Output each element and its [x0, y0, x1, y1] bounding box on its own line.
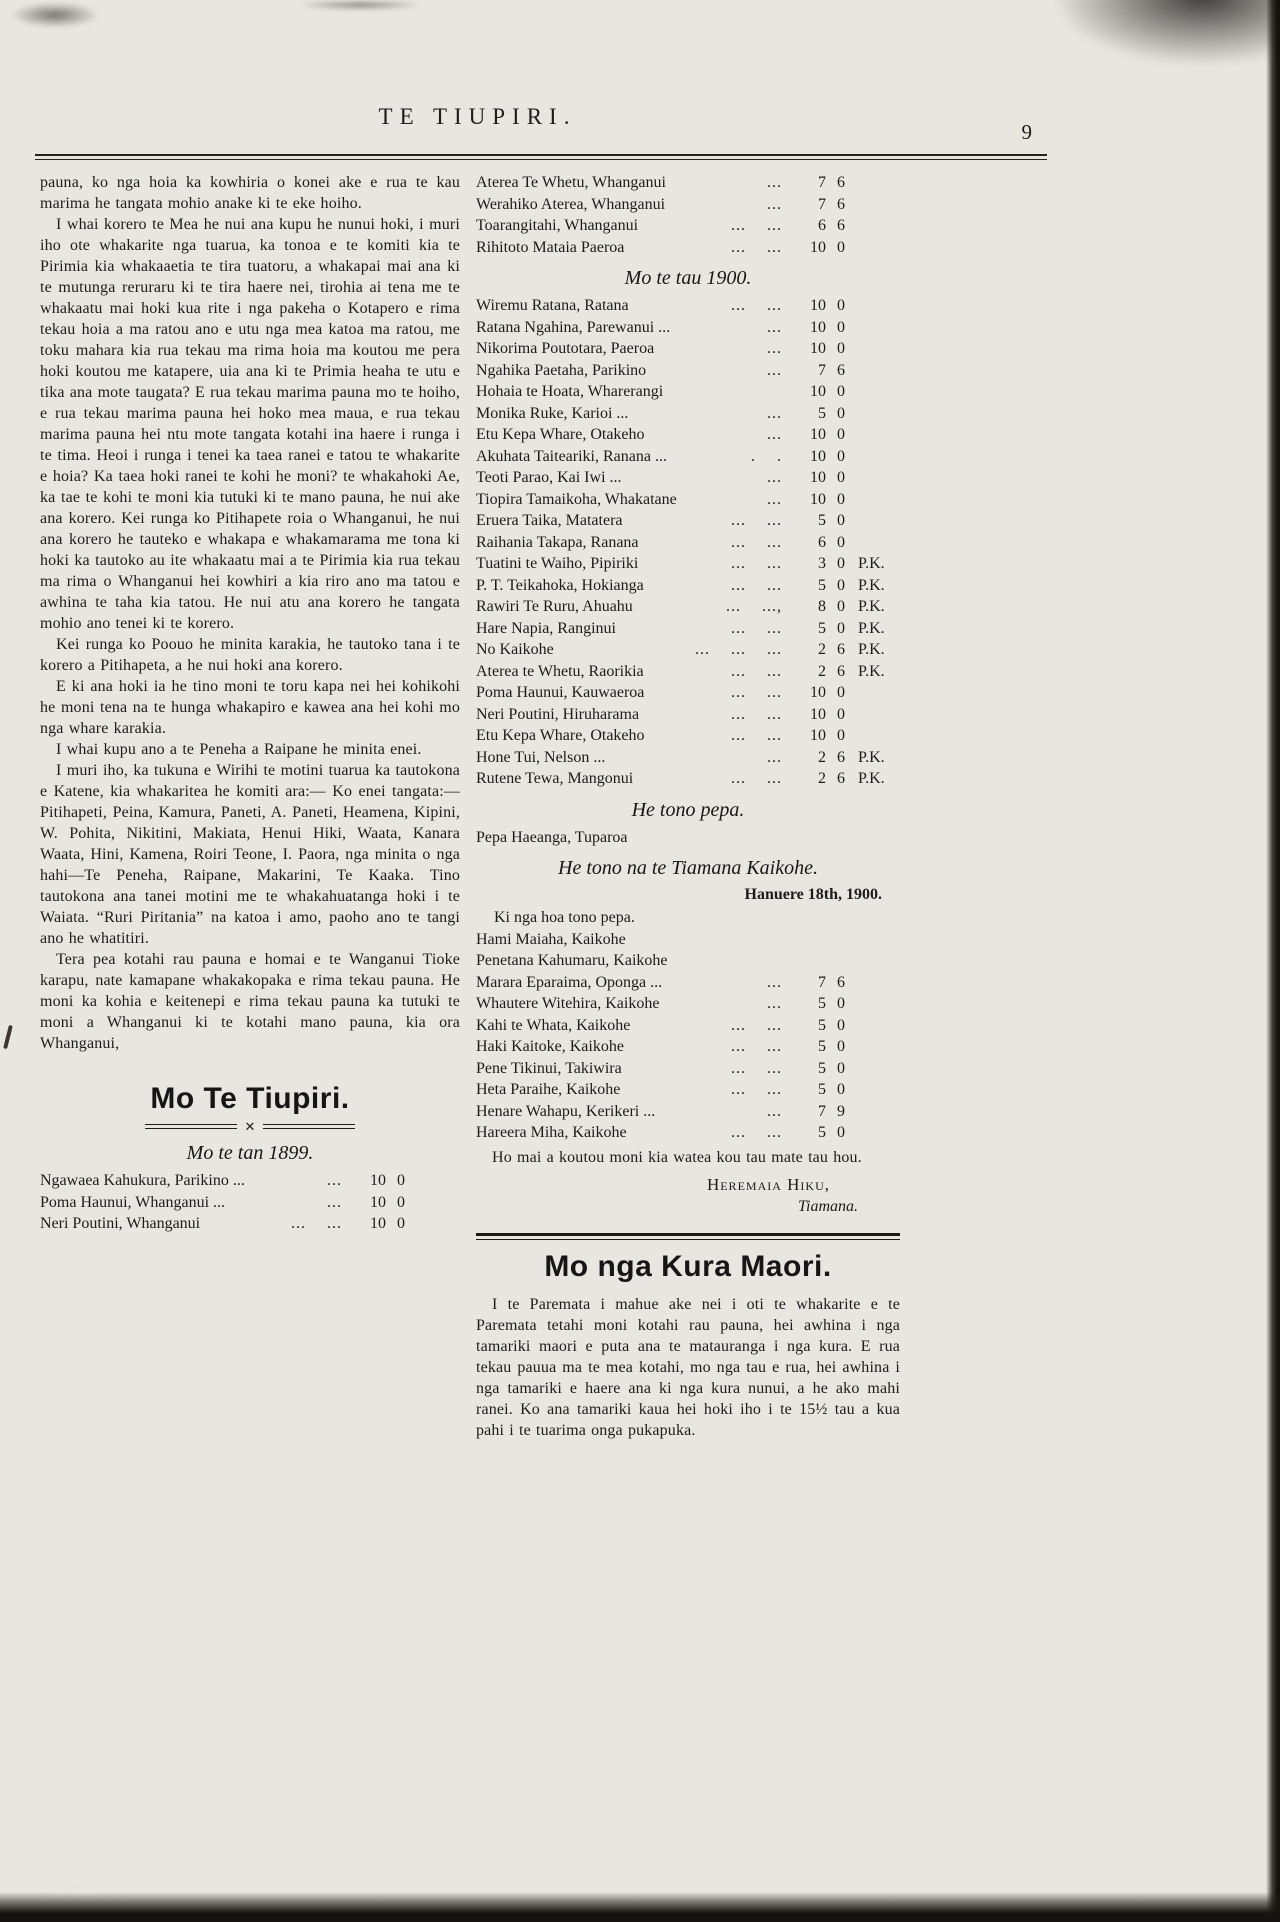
amount-shillings: 6 [818, 533, 826, 551]
amount-shillings: 10 [810, 727, 826, 744]
leader-dots: ... [767, 426, 782, 443]
subscriber-name: Ngawaea Kahukura, Parikino ... [40, 1172, 245, 1189]
subscriber-name: Poma Haunui, Whanganui ... [40, 1193, 226, 1211]
amount-shillings: 3 [818, 555, 826, 572]
closing-note: Ho mai a koutou moni kia watea kou tau mate tau hou. [492, 1148, 862, 1166]
subscriber-name: Toarangitahi, Whanganui [476, 217, 639, 234]
subscription-row [476, 618, 900, 640]
amount-pence: 0 [837, 684, 845, 701]
subscription-row [40, 1213, 460, 1235]
amount-shillings: 5 [818, 995, 826, 1012]
amount-pence: 0 [837, 297, 845, 314]
leader-dots: ... ... [291, 1215, 342, 1232]
amount-shillings: 5 [818, 1016, 826, 1034]
subscriber-name: Rutene Tewa, Mangonui [476, 770, 634, 787]
page-number: 9 [1021, 120, 1032, 144]
subscriber-name: Ngahika Paetaha, Parikino [476, 361, 647, 379]
subscriber-name: Henare Wahapu, Kerikeri ... [476, 1102, 656, 1120]
amount-pence: 0 [837, 995, 845, 1012]
subscription-row [476, 575, 900, 597]
amount-pence: 6 [837, 748, 845, 766]
subscription-row [476, 424, 900, 446]
amount-pence: 6 [837, 361, 845, 379]
subscription-row [476, 747, 900, 769]
subscription-row [476, 553, 900, 575]
amount-pence: 0 [837, 555, 845, 572]
subscription-row [476, 338, 900, 360]
subscription-row [476, 194, 900, 216]
subscription-row [40, 1170, 460, 1192]
amount-shillings: 5 [818, 512, 826, 529]
leader-dots: ... [767, 361, 782, 379]
amount-suffix: P.K. [858, 576, 885, 594]
leader-dots: ... [327, 1172, 342, 1189]
subheading-he-tono-na-te-tiamana: He tono na te Tiamana Kaikohe. [558, 857, 818, 879]
leader-dots: ... [767, 1102, 782, 1120]
amount-shillings: 7 [818, 174, 826, 191]
article-body [40, 172, 460, 1054]
paragraph: I muri iho, ka tukuna e Wirihi te motini tuarua ka tautokona e Katene, kia whakaritea he komiti ara:— Ko enei tangata:—Pitihapeti, Peina, Kamura, Paneti, A. Paneti, Heamena, Kipini, W. Pohita, Nikitini, Makiata, Henui Hiki, Waata, Kanara Waata, Hini, Kamena, Roiri Teone, I. Paora, nga minita o nga hahi—Te Peneha, Raipane, Makarini, Te Kaaka. Tino tautokona ana tanei motini me te whakahuatanga hoki i te Waiata. “Ruri Piritania” na katoa i amo, paoho ano te tangi ano he whatitiri. [40, 762, 460, 947]
subscription-row [476, 1122, 900, 1144]
leader-dots: ... ... [731, 555, 782, 572]
leader-dots: ... ... [731, 576, 782, 594]
subscription-row [476, 360, 900, 382]
subscription-row [476, 467, 900, 489]
subscription-row [476, 661, 900, 683]
amount-shillings: 5 [818, 1081, 826, 1098]
amount-shillings: 7 [818, 361, 826, 379]
subscriber-name: Ratana Ngahina, Parewanui ... [476, 318, 671, 336]
subheading-mo-te-tau-1899: Mo te tan 1899. [186, 1142, 314, 1164]
subscription-row [476, 172, 900, 194]
amount-pence: 0 [837, 1059, 845, 1077]
subscriber-name: Raihania Takapa, Ranana [476, 533, 639, 551]
amount-shillings: 2 [818, 662, 826, 680]
subscriber-name: Wiremu Ratana, Ratana [476, 297, 629, 314]
leader-dots: ... ... [731, 1081, 782, 1098]
subscription-row [476, 725, 900, 747]
subscription-row [476, 1079, 900, 1101]
right-column [476, 172, 900, 1441]
leader-dots: ... ... [731, 770, 782, 787]
signature-name: Heremaia Hiku, [706, 1174, 830, 1194]
amount-shillings: 6 [818, 217, 826, 234]
kura-paragraph: I te Paremata i mahue ake nei i oti te whakarite e te Paremata tetahi moni kotahi rau pauna, hei awhina i nga tamariki maori e puta ana te matauranga i nga kura. E rua tekau pauua ma te mea kotahi, mo nga tau e rua, hei awhina i nga tamariki e haere ana ki nga kura nunui, a he ako mahi ranei. Ko ana tamariki kaua hei hoki iho i te 15½ tau a kua pahi i te tuarima onga pukapuka. [476, 1295, 900, 1439]
amount-shillings: 5 [818, 1038, 826, 1055]
subheading-mo-te-tau-1900: Mo te tau 1900. [624, 267, 752, 289]
leader-dots: ... [767, 340, 782, 357]
subscription-list-1899 [40, 1170, 460, 1235]
amount-pence: 0 [397, 1215, 405, 1232]
subscription-row [476, 704, 900, 726]
leader-dots: ... [767, 995, 782, 1012]
subscriber-name: Teoti Parao, Kai Iwi ... [476, 469, 622, 486]
subscription-row [476, 317, 900, 339]
section-title-mo-nga-kura-maori: Mo nga Kura Maori. [544, 1249, 832, 1283]
leader-dots: ... ... [731, 1016, 782, 1034]
subscriber-name: Akuhata Taiteariki, Ranana ... [476, 447, 667, 465]
scan-smudge-top-center [300, 0, 420, 10]
amount-shillings: 10 [370, 1193, 386, 1211]
amount-pence: 0 [837, 598, 845, 615]
subscription-row [476, 510, 900, 532]
pepa-line: Pepa Haeanga, Tuparoa [476, 828, 628, 846]
amount-suffix: P.K. [858, 662, 885, 680]
amount-shillings: 7 [818, 973, 826, 991]
leader-dots: ... ... [731, 512, 782, 529]
subscriber-name: Heta Paraihe, Kaikohe [476, 1081, 621, 1098]
subscription-row [476, 682, 900, 704]
amount-suffix: P.K. [858, 770, 885, 787]
amount-pence: 0 [397, 1193, 405, 1211]
subscriber-name: Eruera Taika, Matatera [476, 512, 623, 529]
amount-shillings: 10 [810, 297, 826, 314]
content-columns [40, 172, 900, 1441]
leader-dots: ... ... [731, 1038, 782, 1055]
subscriber-name: Hareera Miha, Kaikohe [476, 1124, 627, 1141]
divider-ornament [145, 1120, 355, 1133]
subscriber-name: Neri Poutini, Whanganui [40, 1215, 201, 1232]
amount-shillings: 10 [810, 238, 826, 256]
amount-pence: 0 [837, 1081, 845, 1098]
amount-pence: 6 [837, 662, 845, 680]
subscriber-name: Nikorima Poutotara, Paeroa [476, 340, 655, 357]
paragraph: I whai korero te Mea he nui ana kupu he nunui hoki, i muri iho ote whakarite nga tuarua, ka tonoa e te komiti kia te Pirimia kia whakaaetia te tira tuatoru, a whakapai mai ana ki te mutunga reruraru ki te tira haere nei, tirohia ai tena me te whakaatu mai hoki kua rite i nga pakeha o Kotapero e rima tekau hoia a ma ratou ano e utu nga mea katoa ma ratou, me toku mahara kia rua tekau ma rima hoia ma koutou me pera hoki koutou me katapere, uia ana ki te Primia heaha te utu e tika ana mote taugata? E rua tekau marima pauna mo te hoiho, e rua tekau marima pauna hei hoko mea maua, e rua tekau marima pauna hei ntu mote tangata kotahi ina haere i runga i te tima. Heoi i runga i tenei ka taea ranei e tatou te whakarite e hoia? Ka taea hoki ranei te kohi he moni? te whakahoki Ae, ka tae te kohi te moni kia tutuki ki te mano pauna, he nui ake ana korero. Kei runga ko Pitihapete roia o Whanganui, he nui ana korero he tauteko e whakapa e whakamarama me tona ki hoki ka tautoko au ite whakaatu mai a te Pirimia kia rua tekau ma rima o Whanganui hei kowhiri a kia riro ano ma tatou e awhina te taha kia tatou. He nui atu ana korero he tangata mohio ano tenei ki te korero. [40, 216, 460, 632]
tiamana-intro-lines [476, 907, 900, 972]
scan-mark-left-margin [3, 1025, 13, 1049]
leader-dots: ... [767, 469, 782, 486]
amount-pence: 6 [837, 217, 845, 234]
subscriber-name: Etu Kepa Whare, Otakeho [476, 426, 645, 443]
leader-dots: ... ... [731, 1124, 782, 1141]
subscriber-name: Monika Ruke, Karioi ... [476, 404, 629, 422]
amount-suffix: P.K. [858, 598, 885, 615]
amount-pence: 0 [837, 469, 845, 486]
amount-pence: 6 [837, 174, 845, 191]
amount-shillings: 5 [818, 1059, 826, 1077]
subscriber-name: Werahiko Aterea, Whanganui [476, 195, 666, 213]
amount-shillings: 10 [810, 469, 826, 486]
amount-shillings: 10 [810, 684, 826, 701]
subscription-row [476, 381, 900, 403]
amount-pence: 6 [837, 973, 845, 991]
subscriber-name: Neri Poutini, Hiruharama [476, 705, 640, 723]
amount-pence: 0 [837, 383, 845, 400]
subscriber-name: Etu Kepa Whare, Otakeho [476, 727, 645, 744]
amount-pence: 6 [837, 770, 845, 787]
amount-shillings: 10 [810, 705, 826, 723]
amount-shillings: 10 [810, 318, 826, 336]
subscription-row [476, 768, 900, 790]
amount-shillings: 2 [818, 770, 826, 787]
header-rule [35, 154, 1047, 160]
amount-pence: 0 [397, 1172, 405, 1189]
amount-pence: 0 [837, 490, 845, 508]
amount-shillings: 10 [810, 383, 826, 400]
amount-pence: 0 [837, 533, 845, 551]
subscription-list-1900 [476, 295, 900, 790]
amount-pence: 0 [837, 318, 845, 336]
amount-pence: 0 [837, 1016, 845, 1034]
amount-pence: 0 [837, 447, 845, 465]
ornament-x-icon: ✕ [244, 1119, 256, 1134]
subscription-row [476, 403, 900, 425]
leader-dots: ... ... [731, 217, 782, 234]
amount-pence: 6 [837, 641, 845, 658]
leader-dots: ... ... [731, 619, 782, 637]
page-header [35, 104, 1047, 150]
subscription-row [476, 1058, 900, 1080]
signature-title: Tiamana. [797, 1197, 858, 1215]
subscription-row [476, 532, 900, 554]
leader-dots: ... [767, 318, 782, 336]
subscriber-name: Rihitoto Mataia Paeroa [476, 238, 625, 256]
amount-pence: 0 [837, 705, 845, 723]
leader-dots: ... ... [731, 297, 782, 314]
leader-dots: ... ... [731, 684, 782, 701]
leader-dots: . . [751, 447, 782, 465]
amount-pence: 0 [837, 727, 845, 744]
subscriber-name: Kahi te Whata, Kaikohe [476, 1016, 631, 1034]
leader-dots: ... ..., [726, 598, 782, 615]
intro-line: Hami Maiaha, Kaikohe [476, 930, 626, 948]
leader-dots: ... ... [731, 238, 782, 256]
amount-shillings: 7 [818, 1102, 826, 1120]
amount-shillings: 5 [818, 576, 826, 594]
subscription-row [476, 596, 900, 618]
subscriber-name: Rawiri Te Ruru, Ahuahu [476, 598, 633, 615]
subscription-row [476, 972, 900, 994]
amount-pence: 9 [837, 1102, 845, 1120]
date-line: Hanuere 18th, 1900. [744, 886, 882, 903]
leader-dots: ... ... [731, 662, 782, 680]
section-title-mo-te-tiupiri: Mo Te Tiupiri. [150, 1082, 350, 1115]
leader-dots: ... ... [731, 705, 782, 723]
scan-edge-right [1266, 0, 1280, 1922]
subscriber-name: Tiopira Tamaikoha, Whakatane [476, 490, 677, 508]
ornament-line-right [263, 1124, 355, 1129]
paragraph: Tera pea kotahi rau pauna e homai e te Wanganui Tioke karapu, nate kamapane whakakopaka e rima tekau pauna. He moni ka kohia e keitenepi e rima tekau pauna ka tutuki te moni a Whanganui ki te kotahi mano pauna, kia ora Whanganui, [40, 951, 460, 1052]
subscription-row [476, 295, 900, 317]
subscription-row [476, 639, 900, 661]
amount-shillings: 10 [810, 426, 826, 443]
subscription-row [476, 1036, 900, 1058]
amount-pence: 0 [837, 576, 845, 594]
paragraph: I whai kupu ano a te Peneha a Raipane he minita enei. [56, 741, 422, 758]
subscription-list-kaikohe [476, 972, 900, 1144]
amount-shillings: 10 [370, 1215, 386, 1232]
subscriber-name: Marara Eparaima, Oponga ... [476, 973, 663, 991]
subscriber-name: Poma Haunui, Kauwaeroa [476, 684, 645, 701]
subscriber-name: Pene Tikinui, Takiwira [476, 1059, 622, 1077]
amount-pence: 0 [837, 619, 845, 637]
scan-edge-bottom [0, 1892, 1280, 1922]
amount-suffix: P.K. [858, 641, 885, 658]
paragraph: E ki ana hoki ia he tino moni te toru kapa nei hei kohikohi he moni tena na te hunga whakapiro e kawea ana hei kohi mo nga whare karakia. [40, 678, 460, 737]
amount-pence: 0 [837, 1038, 845, 1055]
paragraph: Kei runga ko Poouo he minita karakia, he tautoko tana i te korero a Pitihapeta, a he nui hoki ana korero. [40, 636, 460, 674]
subscription-list-1899-continued [476, 172, 900, 258]
subscriber-name: Aterea te Whetu, Raorikia [476, 662, 644, 680]
amount-pence: 0 [837, 512, 845, 529]
scan-smudge-top-left [10, 2, 100, 28]
subscription-row [476, 446, 900, 468]
leader-dots: ... [767, 748, 782, 766]
subscription-row [476, 489, 900, 511]
subscriber-name: Whautere Witehira, Kaikohe [476, 995, 660, 1012]
intro-line: Ki nga hoa tono pepa. [494, 909, 635, 926]
amount-pence: 0 [837, 426, 845, 443]
subscription-row [40, 1192, 460, 1214]
subscription-row [476, 1015, 900, 1037]
amount-suffix: P.K. [858, 748, 885, 766]
leader-dots: ... ... [731, 727, 782, 744]
intro-line: Penetana Kahumaru, Kaikohe [476, 952, 668, 969]
leader-dots: ... [767, 404, 782, 422]
subheading-he-tono-pepa: He tono pepa. [631, 798, 745, 821]
amount-pence: 0 [837, 238, 845, 256]
amount-shillings: 2 [818, 641, 826, 658]
leader-dots: ... ... [731, 1059, 782, 1077]
amount-shillings: 5 [818, 1124, 826, 1141]
page-title: TE TIUPIRI. [378, 104, 577, 129]
leader-dots: ... ... [731, 533, 782, 551]
section-rule [476, 1233, 900, 1240]
leader-dots: ... [767, 195, 782, 213]
leader-dots: ... ... ... [695, 641, 782, 658]
subscription-row [476, 1101, 900, 1123]
subscriber-name: Hone Tui, Nelson ... [476, 748, 606, 766]
amount-pence: 0 [837, 340, 845, 357]
amount-pence: 0 [837, 1124, 845, 1141]
subscription-row [476, 237, 900, 259]
leader-dots: ... [767, 973, 782, 991]
subscriber-name: Haki Kaitoke, Kaikohe [476, 1038, 624, 1055]
subscription-row [476, 215, 900, 237]
subscriber-name: Hohaia te Hoata, Wharerangi [476, 383, 664, 400]
amount-shillings: 10 [810, 340, 826, 357]
leader-dots: ... [327, 1193, 342, 1211]
newspaper-page [35, 104, 1047, 1441]
ornament-line-left [145, 1124, 237, 1129]
amount-shillings: 7 [818, 195, 826, 213]
amount-shillings: 8 [818, 598, 826, 615]
subscriber-name: Hare Napia, Ranginui [476, 619, 616, 637]
subscriber-name: P. T. Teikahoka, Hokianga [476, 576, 644, 594]
leader-dots: ... [767, 490, 782, 508]
paragraph: pauna, ko nga hoia ka kowhiria o konei ake e rua te kau marima he tangata mohio anake ki te eke hoiho. [40, 174, 460, 212]
amount-shillings: 10 [370, 1172, 386, 1189]
amount-pence: 0 [837, 404, 845, 422]
amount-pence: 6 [837, 195, 845, 213]
amount-shillings: 5 [818, 619, 826, 637]
subscriber-name: Tuatini te Waiho, Pipiriki [476, 555, 639, 572]
amount-suffix: P.K. [858, 555, 885, 572]
amount-suffix: P.K. [858, 619, 885, 637]
left-column [40, 172, 460, 1235]
subscriber-name: No Kaikohe [476, 641, 554, 658]
amount-shillings: 5 [818, 404, 826, 422]
amount-shillings: 2 [818, 748, 826, 766]
subscriber-name: Aterea Te Whetu, Whanganui [476, 174, 666, 191]
amount-shillings: 10 [810, 447, 826, 465]
scan-smudge-top-right [1040, 0, 1280, 72]
amount-shillings: 10 [810, 490, 826, 508]
subscription-row [476, 993, 900, 1015]
leader-dots: ... [767, 174, 782, 191]
